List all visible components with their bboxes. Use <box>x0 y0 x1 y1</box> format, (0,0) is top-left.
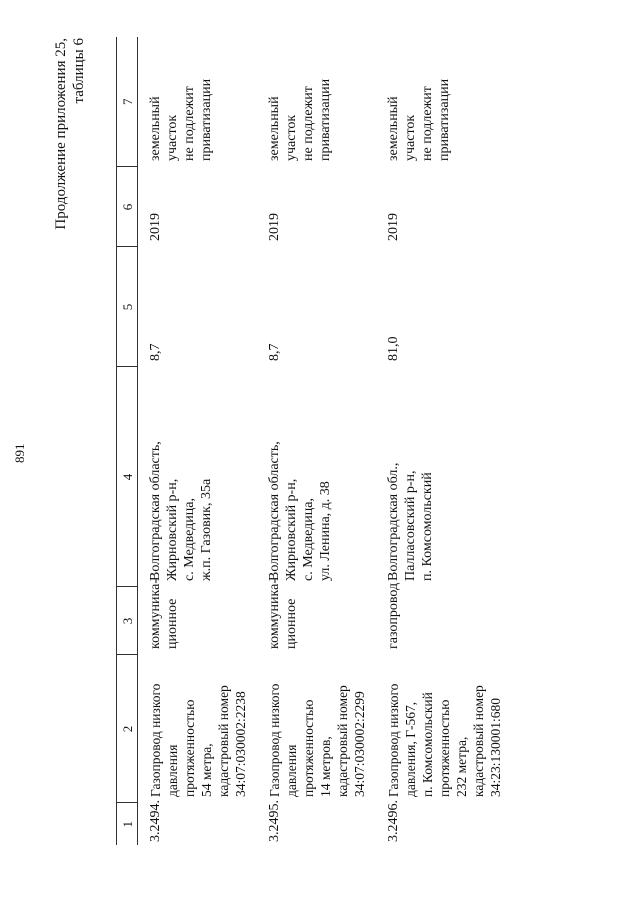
object-purpose: коммуника- ционное <box>148 579 180 649</box>
table-caption <box>52 38 88 338</box>
object-area: 8,7 <box>148 343 163 361</box>
column-header: 3 <box>117 587 138 655</box>
column-header: 7 <box>117 37 138 167</box>
object-note: земельный участок не подлежит приватизации <box>148 78 214 161</box>
property-table <box>116 37 504 845</box>
column-header: 6 <box>117 167 138 247</box>
column-header: 5 <box>117 247 138 367</box>
column-header: 1 <box>117 803 138 845</box>
object-address: Волгоградская область, Жирновский р-н, с. Медведица, ж.п. Газовик, 35а <box>148 441 214 581</box>
row-number: 3.2496. <box>386 800 401 842</box>
object-year: 2019 <box>148 213 163 241</box>
object-purpose: коммуника- ционное <box>267 579 299 649</box>
caption-line-1: Продолжение приложения 25, <box>53 38 69 230</box>
column-header: 2 <box>117 655 138 803</box>
column-header: 4 <box>117 367 138 587</box>
object-address: Волгоградская область, Жирновский р-н, с. Медведица, ул. Ленина, д. 38 <box>267 441 333 581</box>
header-row <box>117 37 138 845</box>
table-row <box>257 37 376 845</box>
caption-line-2: таблицы 6 <box>71 38 87 104</box>
object-purpose: газопровод <box>386 582 401 649</box>
row-number: 3.2494. <box>148 800 163 842</box>
object-note: земельный участок не подлежит приватизации <box>267 78 333 161</box>
object-address: Волгоградская обл., Палласовский р-н, п. Комсомольский <box>386 462 435 581</box>
object-area: 8,7 <box>267 343 282 361</box>
table-row <box>376 37 504 845</box>
page-number: 891 <box>12 443 27 463</box>
table-row <box>138 37 258 845</box>
object-note: земельный участок не подлежит приватизации <box>386 78 452 161</box>
object-year: 2019 <box>386 213 401 241</box>
object-year: 2019 <box>267 213 282 241</box>
object-area: 81,0 <box>386 336 401 361</box>
row-number: 3.2495. <box>267 800 282 842</box>
object-name: Газопровод низкого давления протяженностью 14 метров, кадастровый номер 34:07:030002:2299 <box>267 683 367 797</box>
object-name: Газопровод низкого давления, Г-567, п. Комсомольский протяженностью 232 метра, кадастровый номер 34:23:130001:680 <box>386 683 503 797</box>
object-name: Газопровод низкого давления протяженностью 54 метра, кадастровый номер 34:07:030002:2238 <box>148 683 248 797</box>
